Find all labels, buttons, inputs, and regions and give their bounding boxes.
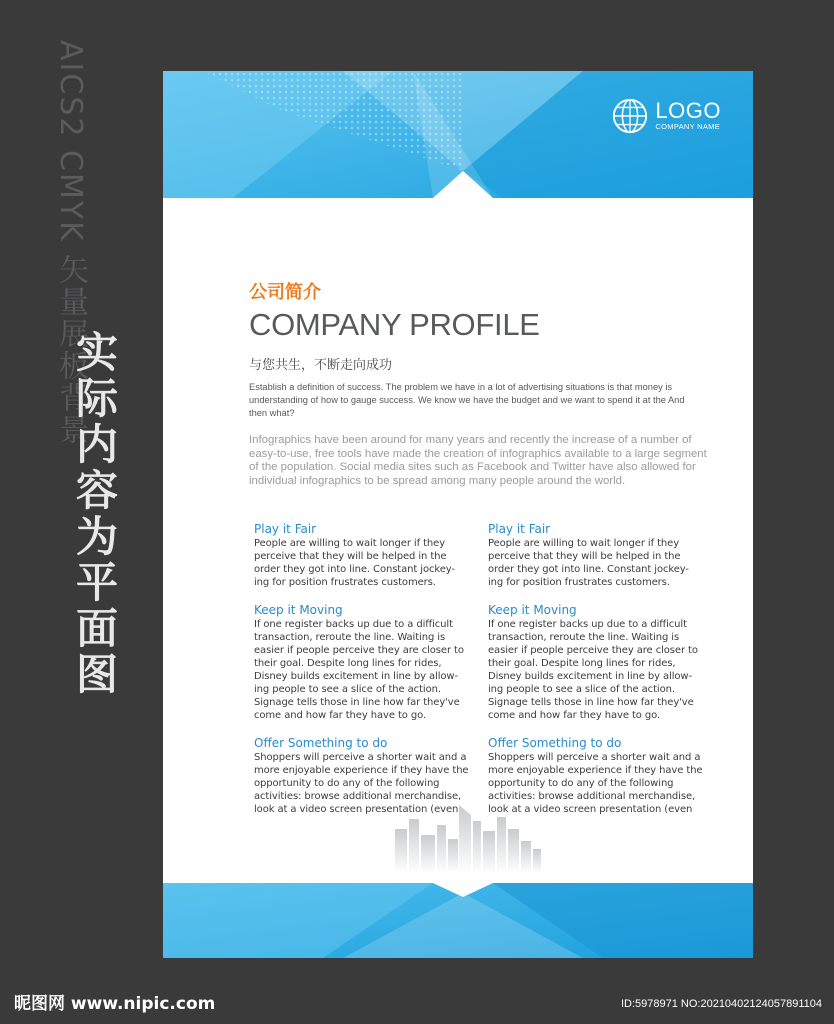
section-body: People are willing to wait longer if they perceive that they will be helped in the order they got into line. Constant jockey-ing for position frustrates customers. <box>488 538 689 588</box>
top-banner <box>163 71 753 198</box>
tagline: 与您共生，不断走向成功 <box>249 358 393 373</box>
section-title: Keep it Moving <box>254 603 343 617</box>
section-body: Shoppers will perceive a shorter wait and a more enjoyable experience if they have the opportunity to do any of the following activities: browse additional merchandise, look at a video screen presentation (even <box>488 752 703 815</box>
watermark-id: ID:5978971 NO:20210402124057891104 <box>620 998 822 1010</box>
section-title: Offer Something to do <box>488 736 622 750</box>
logo-wordmark: LOGO <box>655 98 721 123</box>
watermark-site: 昵图网 www.nipic.com <box>14 994 216 1014</box>
section-title: Play it Fair <box>254 522 317 536</box>
globe-icon <box>611 97 649 135</box>
section-title: Play it Fair <box>488 522 551 536</box>
description-paragraph: Infographics have been around for many years and recently the increase of a number of easy-to-use, free tools have made the creation of infographics available to a large segment of the population. Social media sites such as Facebook and Twitter have also allowed for individual infographics to be spread among many people around the world. <box>249 434 707 487</box>
page-title: COMPANY PROFILE <box>249 307 540 342</box>
left-column <box>254 521 470 829</box>
chinese-title: 公司简介 <box>249 282 321 303</box>
side-caption-vertical: AICS2 CMYK 矢量展板背景 <box>53 40 88 447</box>
bottom-banner <box>163 883 753 958</box>
section-title: Offer Something to do <box>254 736 388 750</box>
right-column <box>488 521 704 829</box>
profile-sheet <box>163 71 753 958</box>
section-body: Shoppers will perceive a shorter wait and a more enjoyable experience if they have the opportunity to do any of the following activities: browse additional merchandise, look at a video screen presentation (even <box>254 752 469 815</box>
section-body: If one register backs up due to a difficult transaction, reroute the line. Waiting is easier if people perceive they are closer to their goal. Despite long lines for rides, Disney builds excitement in line by allow-ing people to see a slice of the action. Signage tells those in line how far they've come and how far they have to go. <box>488 619 698 721</box>
info-columns <box>254 521 704 829</box>
intro-paragraph: Establish a definition of success. The problem we have in a lot of advertising situations is that money is understanding of how to gauge success. We know we have the budget and we want to spend it at the And then what? <box>249 382 685 418</box>
profile-intro <box>249 281 719 488</box>
section-body: People are willing to wait longer if they perceive that they will be helped in the order they got into line. Constant jockey-ing for position frustrates customers. <box>254 538 455 588</box>
side-notice-vertical: 实际内容为平面图 <box>70 330 119 698</box>
section-title: Keep it Moving <box>488 603 577 617</box>
section-body: If one register backs up due to a difficult transaction, reroute the line. Waiting is easier if people perceive they are closer to their goal. Despite long lines for rides, Disney builds excitement in line by allow-ing people to see a slice of the action. Signage tells those in line how far they've come and how far they have to go. <box>254 619 464 721</box>
logo-company-name: COMPANY NAME <box>655 122 721 131</box>
company-logo <box>611 97 721 135</box>
city-skyline-illustration <box>385 799 551 873</box>
